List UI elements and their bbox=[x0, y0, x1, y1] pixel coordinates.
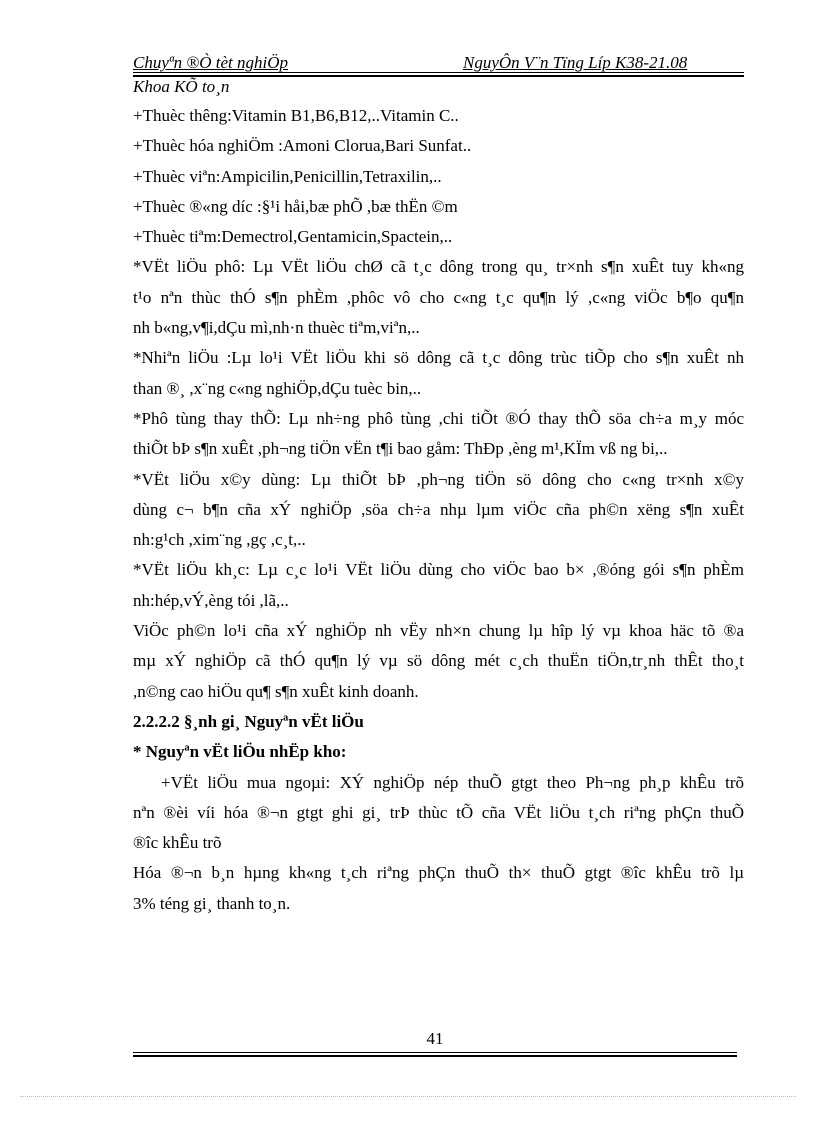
text-line: mµ xÝ nghiÖp cã thÓ qu¶n lý vµ sö dông mét c¸ch thuËn tiÖn,tr¸nh thÊt tho¸t bbox=[133, 651, 744, 671]
text-line: +Thuèc thêng:Vitamin B1,B6,B12,..Vitamin C.. bbox=[133, 106, 459, 125]
section-heading: 2.2.2.2 §¸nh gi¸ Nguyªn vËt liÖu bbox=[133, 711, 364, 731]
page-bottom-edge bbox=[20, 1096, 796, 1097]
footer-rule bbox=[133, 1052, 737, 1053]
text-line: +Thuèc ®«ng díc :§¹i håi,bæ phÕ ,bæ thËn ©m bbox=[133, 196, 458, 216]
page-header bbox=[133, 52, 744, 74]
department-label: Khoa KÕ to¸n bbox=[133, 77, 230, 96]
text-line: +Thuèc tiªm:Demectrol,Gentamicin,Spactein,.. bbox=[133, 227, 453, 247]
page-footer bbox=[133, 1028, 737, 1057]
text-line: ,n©ng cao hiÖu qu¶ s¶n xuÊt kinh doanh. bbox=[133, 681, 419, 701]
text-line: thiÕt bÞ s¶n xuÊt ,ph¬ng tiÖn vËn t¶i bao gåm: ThÐp ,èng m¹,KÏm vß ng bi,.. bbox=[133, 439, 668, 459]
text-line: nh b«ng,v¶i,dÇu mì,nh·n thuèc tiªm,viªn,.. bbox=[133, 318, 420, 338]
header-thesis-title: Chuyªn ®Ò tèt nghiÖp bbox=[133, 53, 289, 72]
text-line: ViÖc ph©n lo¹i cña xÝ nghiÖp nh vËy nh×n chung lµ hîp lý vµ khoa häc tõ ®a bbox=[133, 621, 744, 641]
text-line: nh:hép,vÝ,èng tói ,lã,.. bbox=[133, 590, 289, 610]
text-line: *VËt liÖu phô: Lµ VËt liÖu chØ cã t¸c dông trong qu¸ tr×nh s¶n xuÊt tuy kh«ng bbox=[133, 257, 744, 277]
text-line: nh:g¹ch ,xim¨ng ,gç ,c¸t,.. bbox=[133, 530, 306, 550]
header-author-class: NguyÔn V¨n Tïng Líp K38-21.08 bbox=[463, 53, 688, 72]
body-text bbox=[133, 101, 744, 919]
text-line: dùng c¬ b¶n cña xÝ nghiÖp ,söa ch÷a nhµ lµm viÖc cña ph©n xëng s¶n xuÊt bbox=[133, 499, 744, 519]
text-line: ®îc khÊu trõ bbox=[133, 833, 222, 853]
text-line: *Nhiªn liÖu :Lµ lo¹i VËt liÖu khi sö dông cã t¸c dông trùc tiÕp cho s¶n xuÊt nh bbox=[133, 348, 744, 368]
text-line: 3% téng gi¸ thanh to¸n. bbox=[133, 893, 291, 913]
footer-rule-thick bbox=[133, 1055, 737, 1057]
page-number: 41 bbox=[426, 1029, 444, 1048]
text-line: *VËt liÖu kh¸c: Lµ c¸c lo¹i VËt liÖu dùng cho viÖc bao b× ,®óng gói s¶n phÈm bbox=[133, 560, 744, 580]
text-line: than ®¸ ,x¨ng c«ng nghiÖp,dÇu tuèc bin,.. bbox=[133, 378, 422, 398]
section-heading: * Nguyªn vËt liÖu nhËp kho: bbox=[133, 742, 347, 762]
text-line: *Phô tùng thay thÕ: Lµ nh÷ng phô tùng ,chi tiÕt ®Ó thay thÕ söa ch÷a m¸y móc bbox=[133, 408, 744, 428]
text-line: +Thuèc viªn:Ampicilin,Penicillin,Tetraxilin,.. bbox=[133, 166, 442, 186]
text-line: Hóa ®¬n b¸n hµng kh«ng t¸ch riªng phÇn thuÕ th× thuÕ gtgt ®îc khÊu trõ lµ bbox=[133, 863, 744, 883]
text-line: +VËt liÖu mua ngoµi: XÝ nghiÖp nép thuÕ gtgt theo Ph¬ng ph¸p khÊu trõ bbox=[161, 772, 744, 792]
text-line: t¹o nªn thùc thÓ s¶n phÈm ,phôc vô cho c«ng t¸c qu¶n lý ,c«ng viÖc b¶o qu¶n bbox=[133, 287, 744, 307]
text-line: nªn ®èi víi hóa ®¬n gtgt ghi gi¸ trÞ thùc tÕ cña VËt liÖu t¸ch riªng phÇn thuÕ bbox=[133, 802, 744, 822]
text-line: +Thuèc hóa nghiÖm :Amoni Clorua,Bari Sunfat.. bbox=[133, 136, 472, 156]
header-rule bbox=[133, 72, 744, 73]
text-line: *VËt liÖu x©y dùng: Lµ thiÕt bÞ ,ph¬ng tiÖn sö dông cho c«ng tr×nh x©y bbox=[133, 469, 744, 489]
